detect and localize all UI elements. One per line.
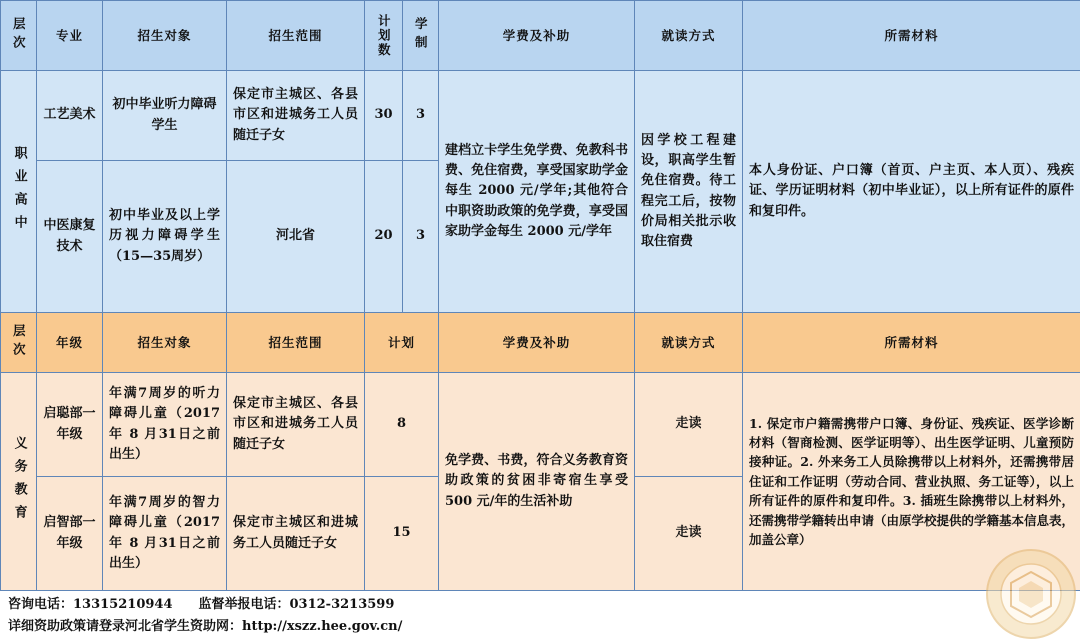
header-materials: 所需材料: [743, 1, 1080, 71]
scope-cell: 保定市主城区和进城务工人员随迁子女: [227, 477, 365, 591]
watermark-seal-icon: [985, 548, 1077, 640]
major-cell: 工艺美术: [37, 71, 103, 161]
major-cell: 中医康复技术: [37, 161, 103, 313]
scope-cell: 保定市主城区、各县市区和进城务工人员随迁子女: [227, 71, 365, 161]
study-mode-cell: 走读: [635, 373, 743, 477]
target-cell: 年满7周岁的听力障碍儿童（2017 年 8 月31日之前出生）: [103, 373, 227, 477]
header-scope: 招生范围: [227, 1, 365, 71]
header-plan: 计划数: [365, 1, 403, 71]
grade-cell: 启智部一年级: [37, 477, 103, 591]
materials-cell-compulsory: 1. 保定市户籍需携带户口簿、身份证、残疾证、医学诊断材料（智商检测、医学证明等）、出生医学证明、儿童预防接种证。2. 外来务工人员除携带以上材料外，还需携带居住证和工作证明（劳动合同、营业执照、务工证等），以上所有证件的原件和复印件。3. 插班生除携带以上材料外，还需携带学籍转出申请（由原学校提供的学籍基本信息表，加盖公章）: [743, 373, 1080, 591]
plan-cell: 30: [365, 71, 403, 161]
header-target: 招生对象: [103, 1, 227, 71]
grade-cell: 启聪部一年级: [37, 373, 103, 477]
compulsory-header-row: [1, 313, 1080, 373]
header-level: 层次: [1, 313, 37, 373]
header-study-mode: 就读方式: [635, 313, 743, 373]
header-plan: 计划: [365, 313, 439, 373]
header-grade: 年级: [37, 313, 103, 373]
level-vocational: 职业高中: [1, 71, 37, 313]
header-fees: 学费及补助: [439, 313, 635, 373]
study-mode-cell: 走读: [635, 477, 743, 591]
header-target: 招生对象: [103, 313, 227, 373]
plan-cell: 8: [365, 373, 439, 477]
study-mode-cell-vocational: 因学校工程建设，职高学生暂免住宿费。待工程完工后，按物价局相关批示收取住宿费: [635, 71, 743, 313]
header-study-mode: 就读方式: [635, 1, 743, 71]
years-cell: 3: [403, 71, 439, 161]
target-cell: 初中毕业听力障碍学生: [103, 71, 227, 161]
target-cell: 年满7周岁的智力障碍儿童（2017 年 8 月31日之前出生）: [103, 477, 227, 591]
target-cell: 初中毕业及以上学历视力障碍学生（15—35周岁）: [103, 161, 227, 313]
fees-cell-compulsory: 免学费、书费，符合义务教育资助政策的贫困非寄宿生享受 500 元/年的生活补助: [439, 373, 635, 591]
header-materials: 所需材料: [743, 313, 1080, 373]
header-major: 专业: [37, 1, 103, 71]
policy-link-text: 详细资助政策请登录河北省学生资助网：http://xszz.hee.gov.cn/: [8, 619, 403, 634]
vocational-header-row: [1, 1, 1080, 71]
consult-phones: 咨询电话：13315210944 监督举报电话：0312-3213599: [8, 597, 395, 612]
level-compulsory: 义务教育: [1, 373, 37, 591]
scope-cell: 河北省: [227, 161, 365, 313]
plan-cell: 20: [365, 161, 403, 313]
years-cell: 3: [403, 161, 439, 313]
vocational-row: [1, 71, 1080, 161]
compulsory-row: [1, 373, 1080, 477]
materials-cell-vocational: 本人身份证、户口簿（首页、户主页、本人页）、残疾证、学历证明材料（初中毕业证），以上所有证件的原件和复印件。: [743, 71, 1080, 313]
fees-cell-vocational: 建档立卡学生免学费、免教科书费、免住宿费，享受国家助学金每生 2000 元/学年;其他符合中职资助政策的免学费，享受国家助学金每生 2000 元/学年: [439, 71, 635, 313]
plan-cell: 15: [365, 477, 439, 591]
header-fees: 学费及补助: [439, 1, 635, 71]
header-scope: 招生范围: [227, 313, 365, 373]
header-years: 学制: [403, 1, 439, 71]
footer: [8, 594, 1072, 638]
scope-cell: 保定市主城区、各县市区和进城务工人员随迁子女: [227, 373, 365, 477]
header-level: 层次: [1, 1, 37, 71]
